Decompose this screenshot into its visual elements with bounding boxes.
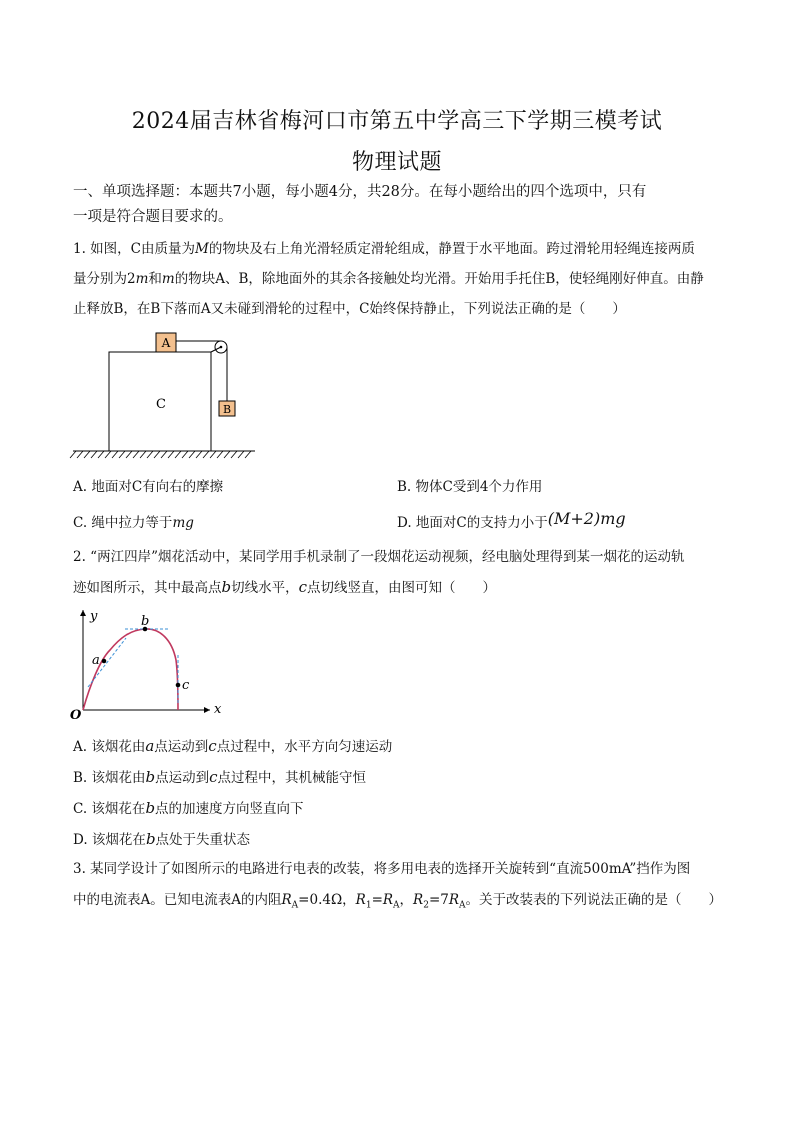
- q1-stem-line1: [73, 240, 733, 258]
- q2-option-text: A. 该烟花由: [73, 739, 146, 755]
- q2-figure: [70, 605, 230, 723]
- q2-option-text: 点过程中，水平方向匀速运动: [216, 739, 393, 755]
- q2-option-var: b: [145, 799, 156, 817]
- label-c: C: [156, 397, 166, 412]
- q3-stem-line1: 3. 某同学设计了如图所示的电路进行电表的改装，将多用电表的选择开关旋转到“直流500mA”挡作为图: [73, 861, 691, 877]
- q2-option-var: c: [208, 737, 217, 755]
- q3-var-r: R: [413, 892, 424, 908]
- q1-stem-line2: [73, 270, 733, 288]
- q3-sub: A: [291, 900, 299, 911]
- q3-text: 。关于改装表的下列说法正确的是（ ）: [465, 892, 723, 908]
- q2-stem-line2: [73, 578, 733, 597]
- q1-text: 1. 如图，C由质量为: [73, 241, 196, 257]
- q3-sub: 1: [365, 900, 372, 911]
- q2-option-var: c: [209, 768, 218, 786]
- point-c-label: c: [182, 678, 190, 693]
- q3-var-r: R: [448, 892, 460, 908]
- label-b: B: [222, 403, 232, 416]
- point-a: [102, 659, 107, 664]
- point-c: [176, 683, 181, 688]
- q3-text: =0.4Ω，: [298, 892, 356, 908]
- point-a-label: a: [92, 653, 100, 668]
- q2-option-var: b: [145, 768, 156, 786]
- section-heading-line2: 一项是符合题目要求的。: [73, 209, 233, 225]
- q1-text: 的物块A、B，除地面外的其余各接触处均光滑。开始用手托住B，使轻绳刚好伸直。由静: [174, 271, 704, 287]
- q3-text: ，: [399, 892, 414, 908]
- trajectory-curve: [83, 629, 178, 710]
- q1-var-M: M: [195, 241, 209, 257]
- q2-stem-line1: 2. “两江四岸”烟花活动中，某同学用手机录制了一段烟花运动视频，经电脑处理得到某一烟花的运动轨: [73, 549, 685, 565]
- q2-option-d: [73, 828, 250, 848]
- q3-text: =7: [428, 892, 449, 908]
- q3-text: =: [371, 892, 383, 908]
- q1-option-d: [397, 508, 626, 531]
- q1-option-d-expr: (M+2)mg: [547, 509, 626, 528]
- q3-sub: A: [393, 900, 400, 911]
- q2-option-text: D. 该烟花在: [73, 832, 146, 848]
- q2-option-text: 点的加速度方向竖直向下: [155, 801, 304, 817]
- q2-text: 点切线竖直，由图可知（ ）: [307, 580, 497, 596]
- q1-var-m: m: [161, 271, 175, 287]
- q2-option-var: a: [145, 737, 155, 755]
- q2-option-var: b: [145, 830, 156, 848]
- point-b-label: b: [141, 614, 150, 629]
- y-axis-label: y: [90, 609, 98, 624]
- q1-var-m: m: [135, 271, 149, 287]
- q2-option-text: 点运动到: [154, 739, 209, 755]
- q2-var-b: b: [221, 578, 232, 596]
- q1-option-b: B. 物体C受到4个力作用: [397, 479, 543, 495]
- x-axis-label: x: [214, 702, 222, 717]
- q2-option-text: B. 该烟花由: [73, 770, 146, 786]
- q2-option-text: 点处于失重状态: [155, 832, 251, 848]
- q2-option-text: C. 该烟花在: [73, 801, 146, 817]
- q2-option-text: 点过程中，其机械能守恒: [217, 770, 367, 786]
- q1-text: 的物块及右上角光滑轻质定滑轮组成，静置于水平地面。跨过滑轮用轻绳连接两质: [208, 241, 695, 257]
- q3-stem-line2: [73, 891, 733, 915]
- q2-option-text: 点运动到: [155, 770, 210, 786]
- page-title: 2024届吉林省梅河口市第五中学高三下学期三模考试: [131, 109, 663, 134]
- q2-text: 迹如图所示，其中最高点: [73, 580, 222, 596]
- q3-sub: 2: [423, 900, 429, 911]
- origin-label: O: [70, 708, 82, 723]
- section-heading-line1: 一、单项选择题：本题共7小题，每小题4分，共28分。在每小题给出的四个选项中，只有: [73, 184, 647, 200]
- page-subtitle: 物理试题: [351, 150, 442, 175]
- q2-option-a: [73, 735, 392, 755]
- q3-text: 中的电流表A。已知电流表A的内阻: [73, 892, 282, 908]
- ground-hatch: [70, 451, 251, 458]
- q1-option-a: A. 地面对C有向右的摩擦: [73, 479, 224, 495]
- q2-text: 切线水平，: [231, 580, 299, 596]
- q1-figure: [70, 330, 270, 460]
- q1-stem-line3: 止释放B，在B下落而A又未碰到滑轮的过程中，C始终保持静止，下列说法正确的是（ ）: [73, 301, 626, 317]
- q1-option-c-text: C. 绳中拉力等于: [73, 515, 173, 531]
- q3-sub: A: [459, 900, 466, 911]
- q1-option-d-text: D. 地面对C的支持力小于: [397, 515, 548, 531]
- q1-text: 量分别为2: [73, 271, 136, 287]
- q2-var-c: c: [298, 578, 308, 596]
- q2-option-b: [73, 766, 366, 786]
- q1-option-c-expr: mg: [172, 515, 194, 531]
- q1-option-c: [73, 511, 194, 531]
- label-a: A: [161, 336, 171, 350]
- q1-text: 和: [148, 271, 162, 287]
- q3-var-r: R: [355, 892, 366, 908]
- q3-var-r: R: [382, 892, 394, 908]
- q2-option-c: [73, 797, 304, 817]
- q3-var-r: R: [281, 892, 292, 908]
